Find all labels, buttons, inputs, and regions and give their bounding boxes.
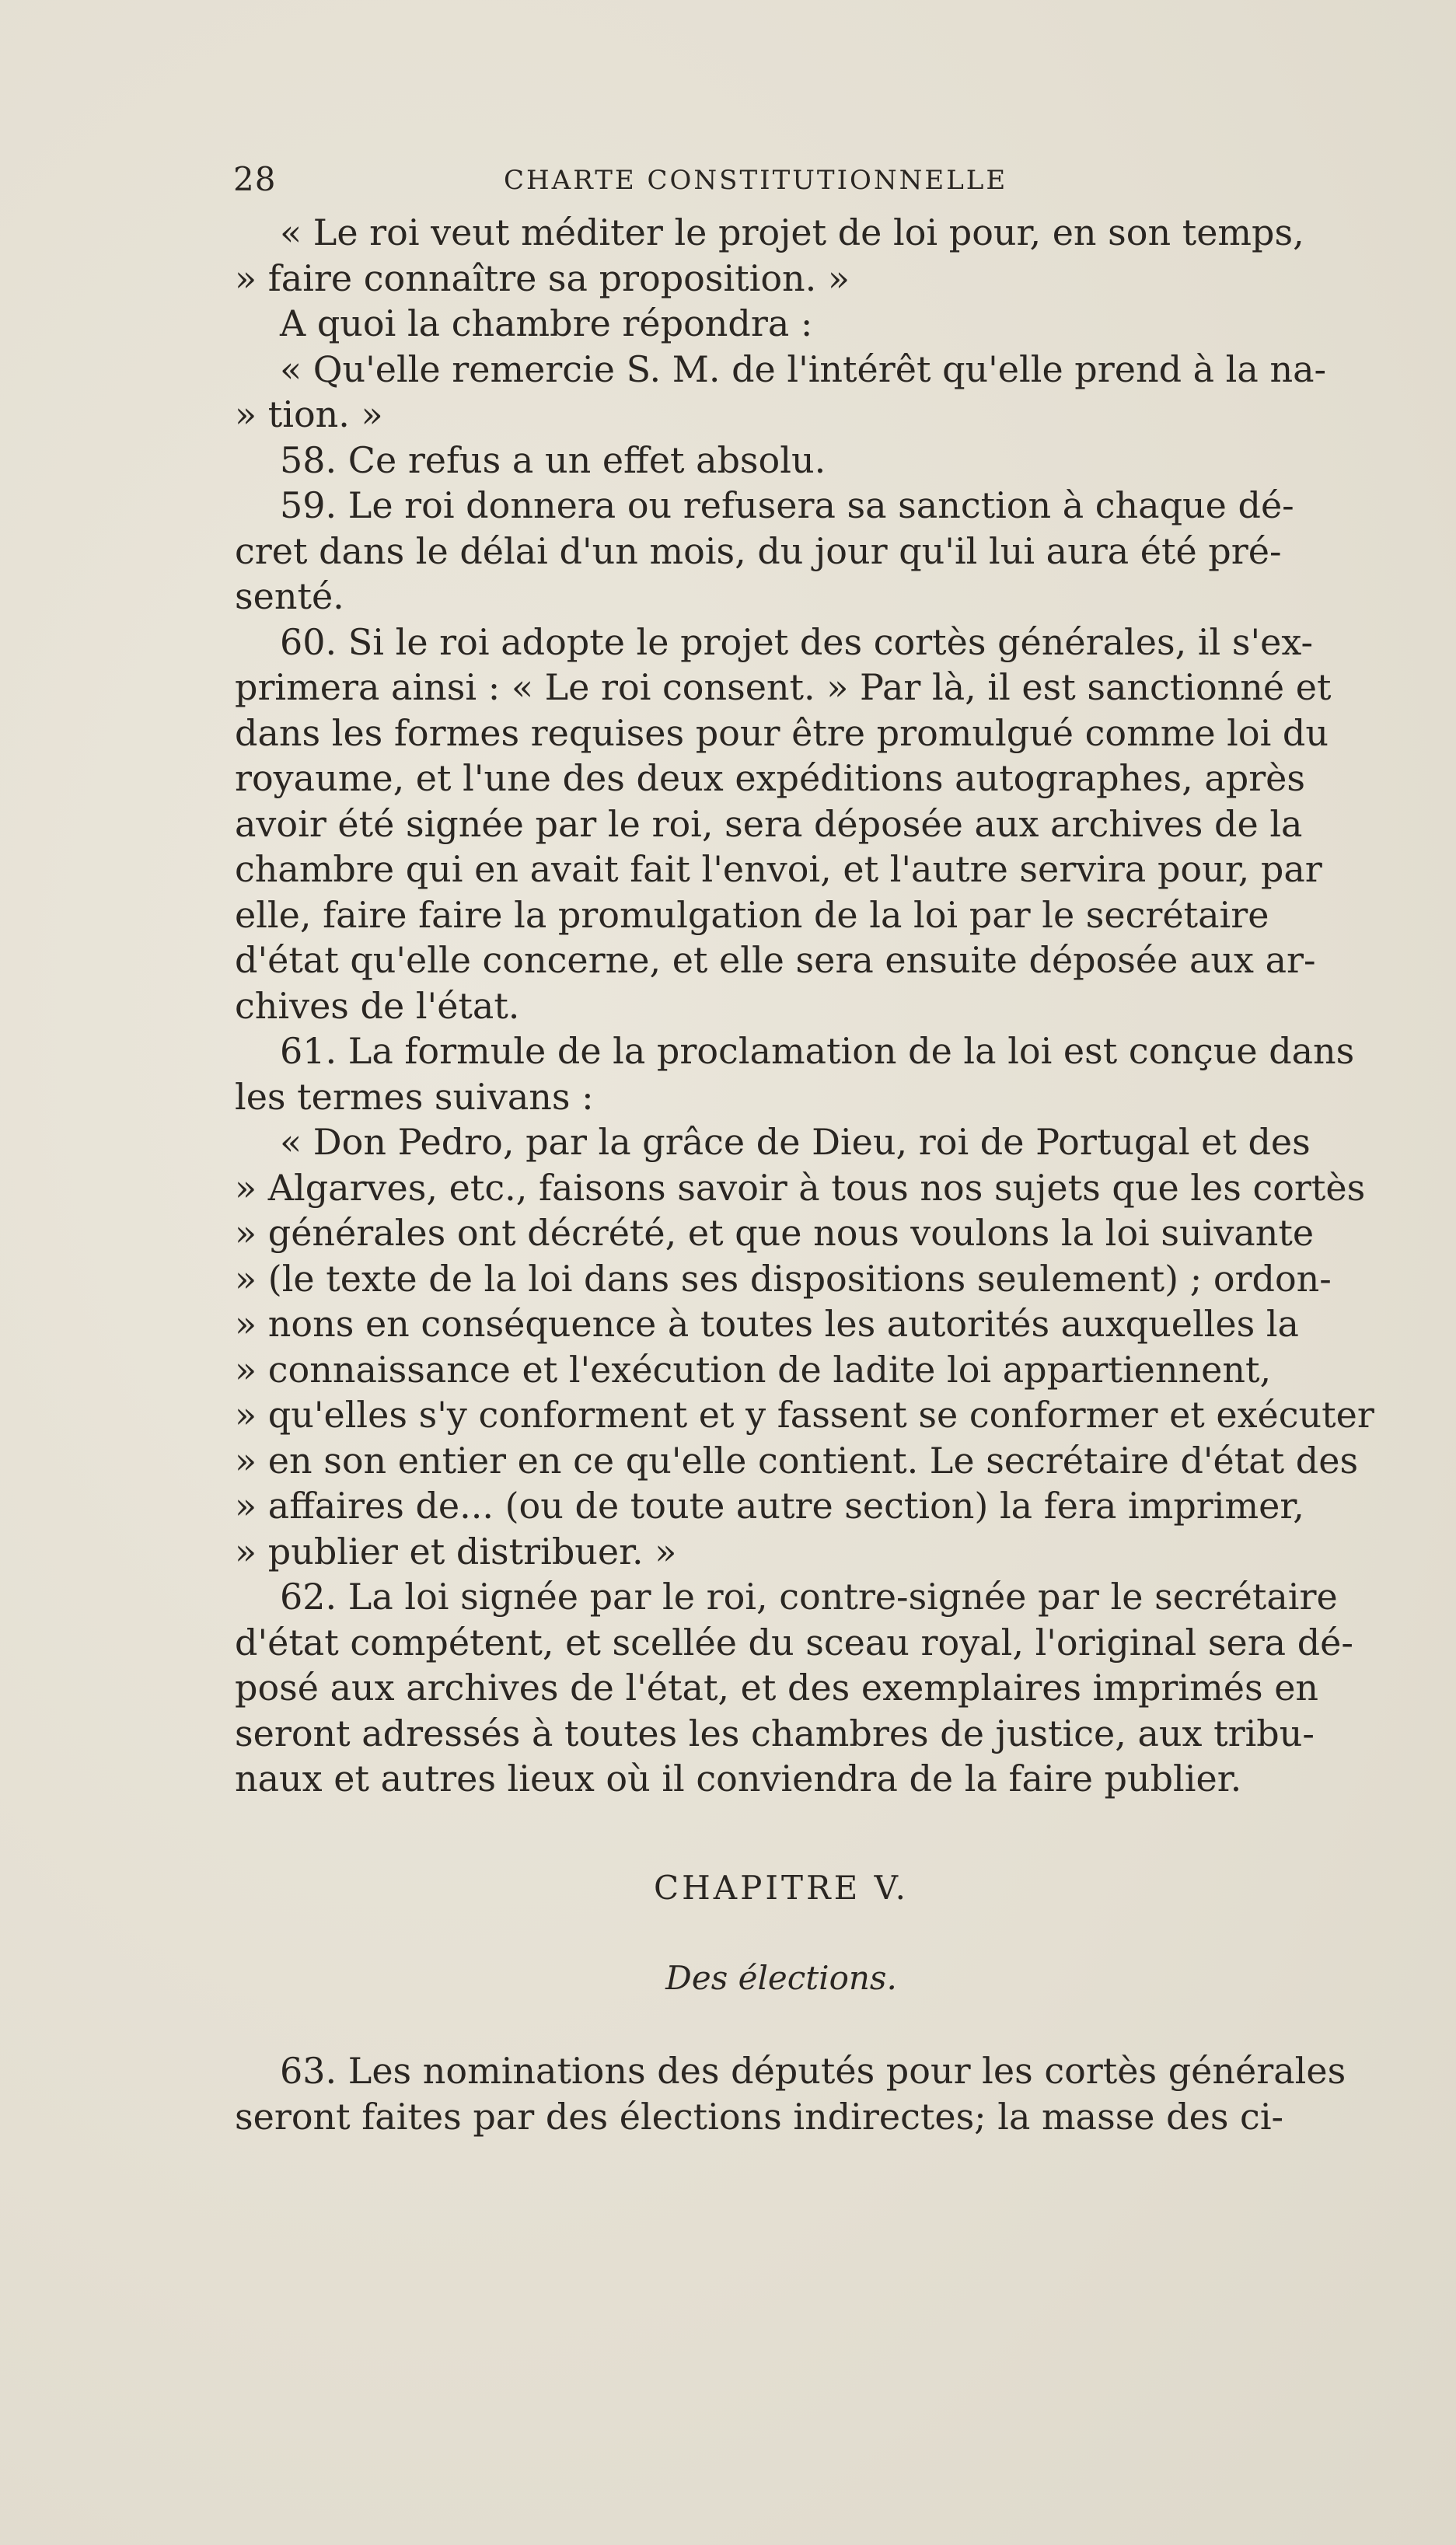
text-line: » Algarves, etc., faisons savoir à tous nos sujets que les cortès (235, 1166, 1366, 1209)
text-line: 59. Le roi donnera ou refusera sa sanction à chaque dé- (280, 484, 1294, 526)
text-line: » (le texte de la loi dans ses dispositions seulement) ; ordon- (235, 1257, 1332, 1300)
text-line: avoir été signée par le roi, sera déposée aux archives de la (235, 802, 1303, 845)
text-line: 60. Si le roi adopte le projet des cortès générales, il s'ex- (280, 620, 1314, 663)
body-text-continued (235, 2048, 1346, 2138)
page-header (233, 160, 1322, 207)
text-line: « Le roi veut méditer le projet de loi pour, en son temps, (280, 211, 1304, 253)
text-line: » générales ont décrété, et que nous voulons la loi suivante (235, 1212, 1315, 1254)
text-line: elle, faire faire la promulgation de la loi par le secrétaire (235, 893, 1269, 936)
text-line: « Qu'elle remercie S. M. de l'intérêt qu'elle prend à la na- (280, 347, 1327, 390)
text-line: seront adressés à toutes les chambres de justice, aux tribu- (235, 1712, 1315, 1754)
text-line: » faire connaître sa proposition. » (235, 257, 850, 299)
text-line: senté. (235, 575, 344, 617)
text-line: 58. Ce refus a un effet absolu. (280, 438, 826, 481)
running-title: CHARTE CONSTITUTIONNELLE (504, 165, 1008, 196)
text-line: « Don Pedro, par la grâce de Dieu, roi de Portugal et des (280, 1121, 1311, 1163)
page-number: 28 (233, 160, 277, 198)
text-line: cret dans le délai d'un mois, du jour qu'il lui aura été pré- (235, 529, 1282, 572)
text-line: chives de l'état. (235, 984, 520, 1027)
text-line: naux et autres lieux où il conviendra de la faire publier. (235, 1758, 1242, 1800)
text-line: d'état compétent, et scellée du sceau royal, l'original sera dé- (235, 1621, 1353, 1664)
text-line: posé aux archives de l'état, et des exemplaires imprimés en (235, 1667, 1319, 1709)
section-subtitle: Des élections. (665, 1959, 897, 1997)
text-line: dans les formes requises pour être promulgué comme loi du (235, 711, 1329, 754)
text-line: » connaissance et l'exécution de ladite loi appartiennent, (235, 1348, 1272, 1391)
text-line: royaume, et l'une des deux expéditions autographes, après (235, 757, 1306, 799)
text-line: 61. La formule de la proclamation de la loi est conçue dans (280, 1030, 1355, 1072)
text-line: » publier et distribuer. » (235, 1530, 677, 1573)
text-line: seront faites par des élections indirectes; la masse des ci- (235, 2095, 1284, 2138)
chapter-title: CHAPITRE V. (654, 1869, 909, 1907)
text-line: A quoi la chambre répondra : (280, 302, 813, 344)
text-line: d'état qu'elle concerne, et elle sera ensuite déposée aux ar- (235, 939, 1316, 981)
text-line: les termes suivans : (235, 1075, 594, 1118)
text-line: 62. La loi signée par le roi, contre-signée par le secrétaire (280, 1576, 1338, 1618)
text-line: » nons en conséquence à toutes les autorités auxquelles la (235, 1303, 1299, 1345)
text-line: » tion. » (235, 393, 383, 435)
text-line: » en son entier en ce qu'elle contient. Le secrétaire d'état des (235, 1439, 1359, 1482)
body-text (235, 210, 1374, 1802)
text-line: » qu'elles s'y conforment et y fassent se conformer et exécuter (235, 1394, 1374, 1436)
text-line: 63. Les nominations des députés pour les cortès générales (280, 2050, 1346, 2092)
text-line: primera ainsi : « Le roi consent. » Par là, il est sanctionné et (235, 666, 1332, 708)
text-line: chambre qui en avait fait l'envoi, et l'autre servira pour, par (235, 848, 1322, 890)
text-line: » affaires de... (ou de toute autre section) la fera imprimer, (235, 1485, 1304, 1527)
